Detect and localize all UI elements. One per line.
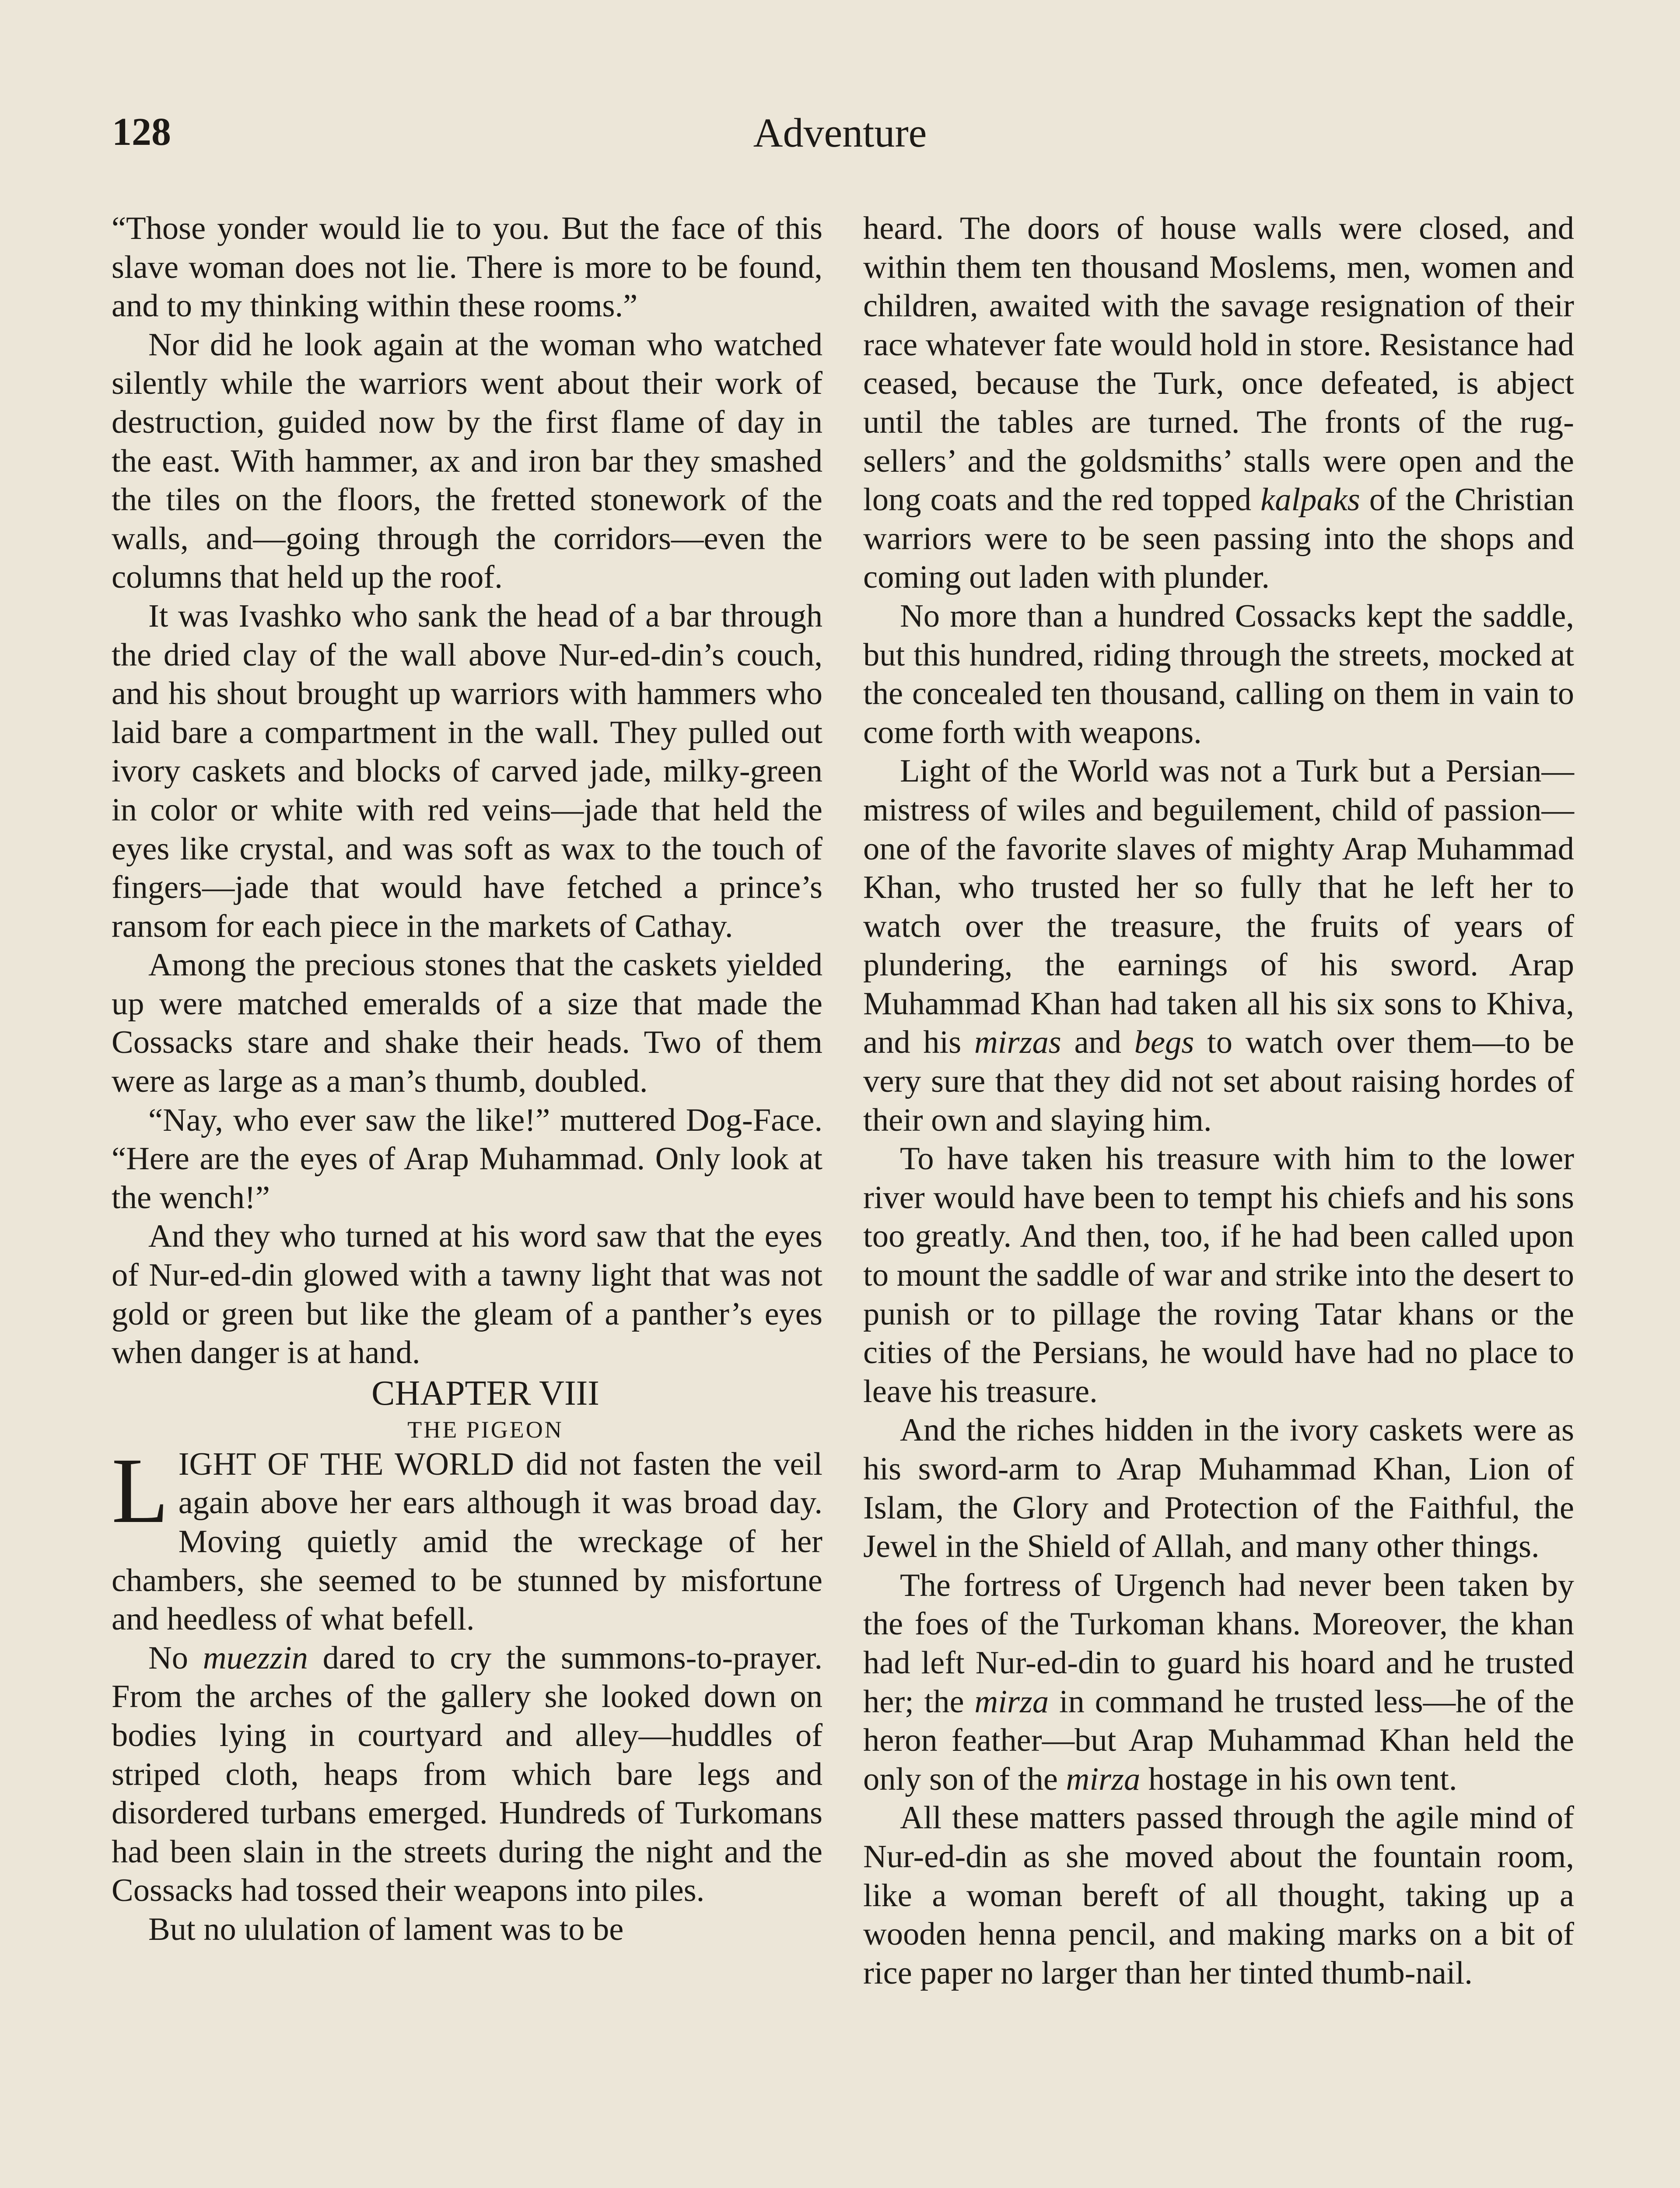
italic-term: mirza bbox=[974, 1683, 1049, 1720]
chapter-opening bbox=[112, 1438, 822, 1639]
chapter-heading: CHAPTER VIII bbox=[371, 1374, 599, 1413]
text-run: The fortress of Urgench had never been taken by the foes of the Turkoman khans. Moreover, the khan had left Nur-ed-din to guard his hoard and he trusted her; the bbox=[863, 1567, 1574, 1720]
text-run: dared to cry the summons-to-prayer. From the arches of the gallery she looked down on bodies lying in courtyard and alley—huddles of striped cloth, heaps from which bare legs and disordered turbans emerged. Hundreds of Turkomans had been slain in the streets during the night and the Cossacks had tossed their weapons into piles. bbox=[112, 1640, 822, 1909]
text-run: Light of the World was not a Turk but a Persian—mistress of wiles and beguilement, child of passion—one of the favorite slaves of mighty Arap Muhammad Khan, who trusted her so fully that he left her to watch over the treasure, the fruits of years of plundering, the earnings of his sword. Arap Muhammad Khan had taken all his six sons to Khiva, and his bbox=[863, 753, 1574, 1061]
italic-term: mirza bbox=[1066, 1761, 1141, 1797]
paragraph: It was Ivashko who sank the head of a bar through the dried clay of the wall above Nur-ed-din’s couch, and his shout brought up warriors with hammers who laid bare a compartment in the wall. They pulled out ivory caskets and blocks of carved jade, milky-green in color or white with red veins—jade that held the eyes like crystal, and was soft as wax to the touch of fingers—jade that would have fetched a prince’s ransom for each piece in the markets of Cathay. bbox=[112, 598, 822, 944]
italic-term: muezzin bbox=[203, 1640, 308, 1676]
paragraph: Among the precious stones that the caskets yielded up were matched emeralds of a size that made the Cossacks stare and shake their heads. Two of them were as large as a man’s thumb, doubled. bbox=[112, 947, 822, 1100]
paragraph: Nor did he look again at the woman who watched silently while the warriors went about their work of destruction, guided now by the first flame of day in the east. With hammer, ax and iron bar they smashed the tiles on the floors, the fretted stonework of the walls, and—going through the corridors—even the columns that held up the roof. bbox=[112, 326, 822, 596]
text-run: of the Christian warriors were to be seen passing into the shops and coming out laden with plunder. bbox=[863, 482, 1574, 596]
paragraph bbox=[863, 752, 1574, 1140]
paragraph bbox=[863, 209, 1574, 597]
page-number: 128 bbox=[112, 110, 171, 154]
opening-paragraph bbox=[112, 1438, 822, 1639]
text-run: in command he trusted less—he of the heron feather—but Arap Muhammad Khan held the only son of the bbox=[863, 1683, 1574, 1797]
right-column bbox=[863, 209, 1574, 1992]
drop-cap: L bbox=[112, 1438, 169, 1543]
paragraph: “Nay, who ever saw the like!” muttered Dog-Face. “Here are the eyes of Arap Muhammad. Only look at the wench!” bbox=[112, 1102, 822, 1216]
italic-term: begs bbox=[1134, 1024, 1194, 1061]
opening-caps: IGHT OF THE WORLD bbox=[178, 1446, 514, 1482]
paragraph: But no ululation of lament was to be bbox=[148, 1911, 624, 1947]
text-run: hostage in his own tent. bbox=[1140, 1761, 1457, 1797]
italic-term: kalpaks bbox=[1260, 482, 1360, 518]
text-run: No bbox=[148, 1640, 203, 1676]
text-run: to watch over them—to be very sure that they did not set about raising hordes of their own and slaying him. bbox=[863, 1024, 1575, 1138]
paragraph: To have taken his treasure with him to the lower river would have been to tempt his chiefs and his sons too greatly. And then, too, if he had been called upon to mount the saddle of war and strike into the desert to punish or to pillage the roving Tatar khans or the cities of the Persians, he would have had no place to leave his treasure. bbox=[863, 1141, 1574, 1410]
text-run: heard. The doors of house walls were closed, and within them ten thousand Moslems, men, women and children, awaited with the savage resignation of their race whatever fate would hold in store. Resistance had ceased, because the Turk, once defeated, is abject until the tables are turned. The fronts of the rug-sellers’ and the goldsmiths’ stalls were open and the long coats and the red topped bbox=[863, 210, 1574, 518]
chapter-subtitle: THE PIGEON bbox=[407, 1416, 564, 1443]
paragraph: “Those yonder would lie to you. But the face of this slave woman does not lie. There is more to be found, and to my thinking within these rooms.” bbox=[112, 210, 822, 324]
paragraph: And they who turned at his word saw that the eyes of Nur-ed-din glowed with a tawny light that was not gold or green but like the gleam of a panther’s eyes when danger is at hand. bbox=[112, 1218, 822, 1371]
page-header bbox=[0, 109, 1680, 171]
left-column bbox=[112, 209, 822, 1949]
paragraph bbox=[112, 1639, 822, 1910]
opening-text: did not fasten the veil again above her ears although it was broad day. Moving quietly amid the wreckage of her chambers, she seemed to be stunned by misfortune and heedless of what befell. bbox=[112, 1446, 822, 1637]
italic-term: mirzas bbox=[974, 1024, 1061, 1061]
paragraph bbox=[863, 1566, 1574, 1799]
text-run: and bbox=[1061, 1024, 1134, 1061]
paragraph: No more than a hundred Cossacks kept the saddle, but this hundred, riding through the streets, mocked at the concealed ten thousand, calling on them in vain to come forth with weapons. bbox=[863, 598, 1574, 750]
paragraph: And the riches hidden in the ivory caskets were as his sword-arm to Arap Muhammad Khan, Lion of Islam, the Glory and Protection of the Faithful, the Jewel in the Shield of Allah, and many other things. bbox=[863, 1412, 1574, 1565]
running-title: Adventure bbox=[753, 110, 927, 156]
paragraph: All these matters passed through the agile mind of Nur-ed-din as she moved about the fountain room, like a woman bereft of all thought, taking up a wooden henna pencil, and making marks on a bit of rice paper no larger than her tinted thumb-nail. bbox=[863, 1800, 1574, 1991]
